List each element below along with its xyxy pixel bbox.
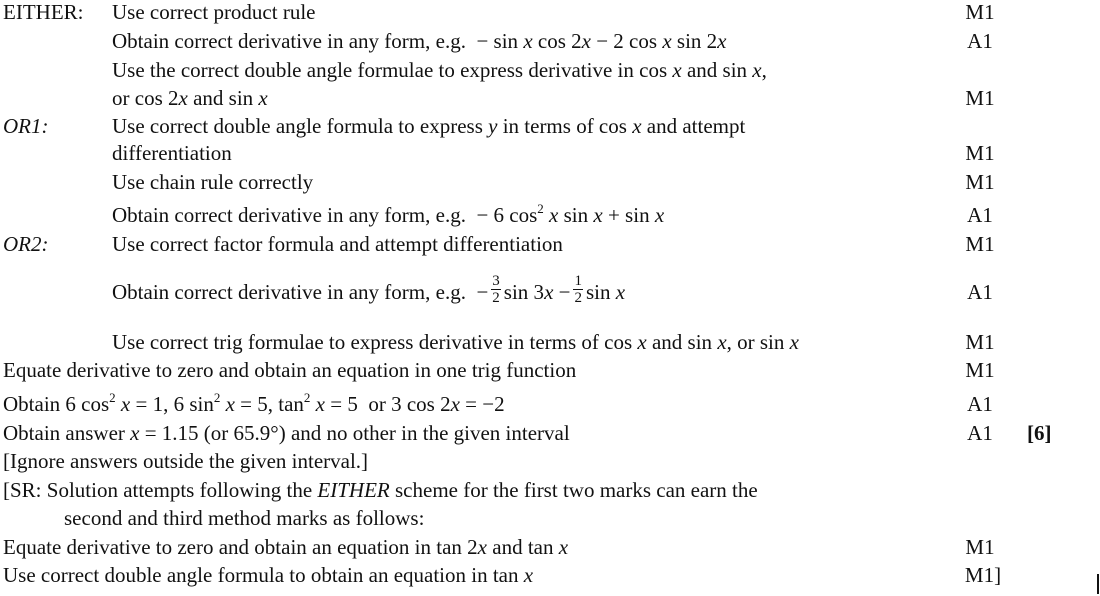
either-label: EITHER: (3, 0, 84, 24)
scheme-line: Use correct double angle formula to obtain an equation in tan x (3, 563, 534, 587)
question-total: [6] (1027, 421, 1052, 445)
mark: A1 (967, 29, 993, 53)
scheme-line: Obtain answer x = 1.15 (or 65.9°) and no other in the given interval (3, 421, 570, 445)
mark: A1 (967, 280, 993, 304)
mark: A1 (967, 392, 993, 416)
scheme-line: Use correct product rule (112, 0, 316, 24)
mark: M1 (965, 330, 995, 354)
scheme-line: Obtain correct derivative in any form, e.g. − $\frac{3}{2}$ sin 3x − $\frac{1}{2}$ sin x (112, 272, 626, 306)
scheme-line: Use the correct double angle formulae to express derivative in cos x and sin x, (112, 58, 767, 82)
scheme-line: Obtain correct derivative in any form, e.g. − 6 $\cos^2 x$ sin x + sin x (112, 201, 665, 227)
scheme-line: Obtain 6 $\cos^2 x = 1$, 6 $\sin^2 x = 5$, $\tan^2 x = 5$ or 3 cos 2x = −2 (3, 390, 505, 416)
scheme-line: Equate derivative to zero and obtain an equation in tan 2x and tan x (3, 535, 569, 559)
mark: M1] (964, 563, 1002, 587)
scheme-line: Use correct trig formulae to express derivative in terms of cos x and sin x, or sin x (112, 330, 799, 354)
scheme-line: or cos 2x and sin x (112, 86, 268, 110)
scheme-line: Obtain correct derivative in any form, e.g. − sin x cos 2x − 2 cos x sin 2x (112, 29, 727, 53)
mark: M1 (965, 170, 995, 194)
mark: A1 (967, 203, 993, 227)
mark: M1 (965, 535, 995, 559)
mark: M1 (965, 141, 995, 165)
or2-label: OR2: (3, 232, 49, 256)
mark: M1 (965, 0, 995, 24)
mark: A1 (967, 421, 993, 445)
scheme-line: Use correct double angle formula to express y in terms of cos x and attempt (112, 114, 746, 138)
scheme-line: Use chain rule correctly (112, 170, 314, 194)
mark: M1 (965, 86, 995, 110)
text-cursor (1097, 574, 1099, 594)
note-line: [Ignore answers outside the given interval.] (3, 449, 369, 473)
scheme-line: Equate derivative to zero and obtain an equation in one trig function (3, 358, 577, 382)
mark: M1 (965, 232, 995, 256)
mark: M1 (965, 358, 995, 382)
scheme-line: Use correct factor formula and attempt differentiation (112, 232, 563, 256)
scheme-line: differentiation (112, 141, 232, 165)
special-ruling-line: second and third method marks as follows: (64, 506, 425, 530)
special-ruling-line: [SR: Solution attempts following the EITHER scheme for the first two marks can earn the (3, 478, 758, 502)
or1-label: OR1: (3, 114, 49, 138)
